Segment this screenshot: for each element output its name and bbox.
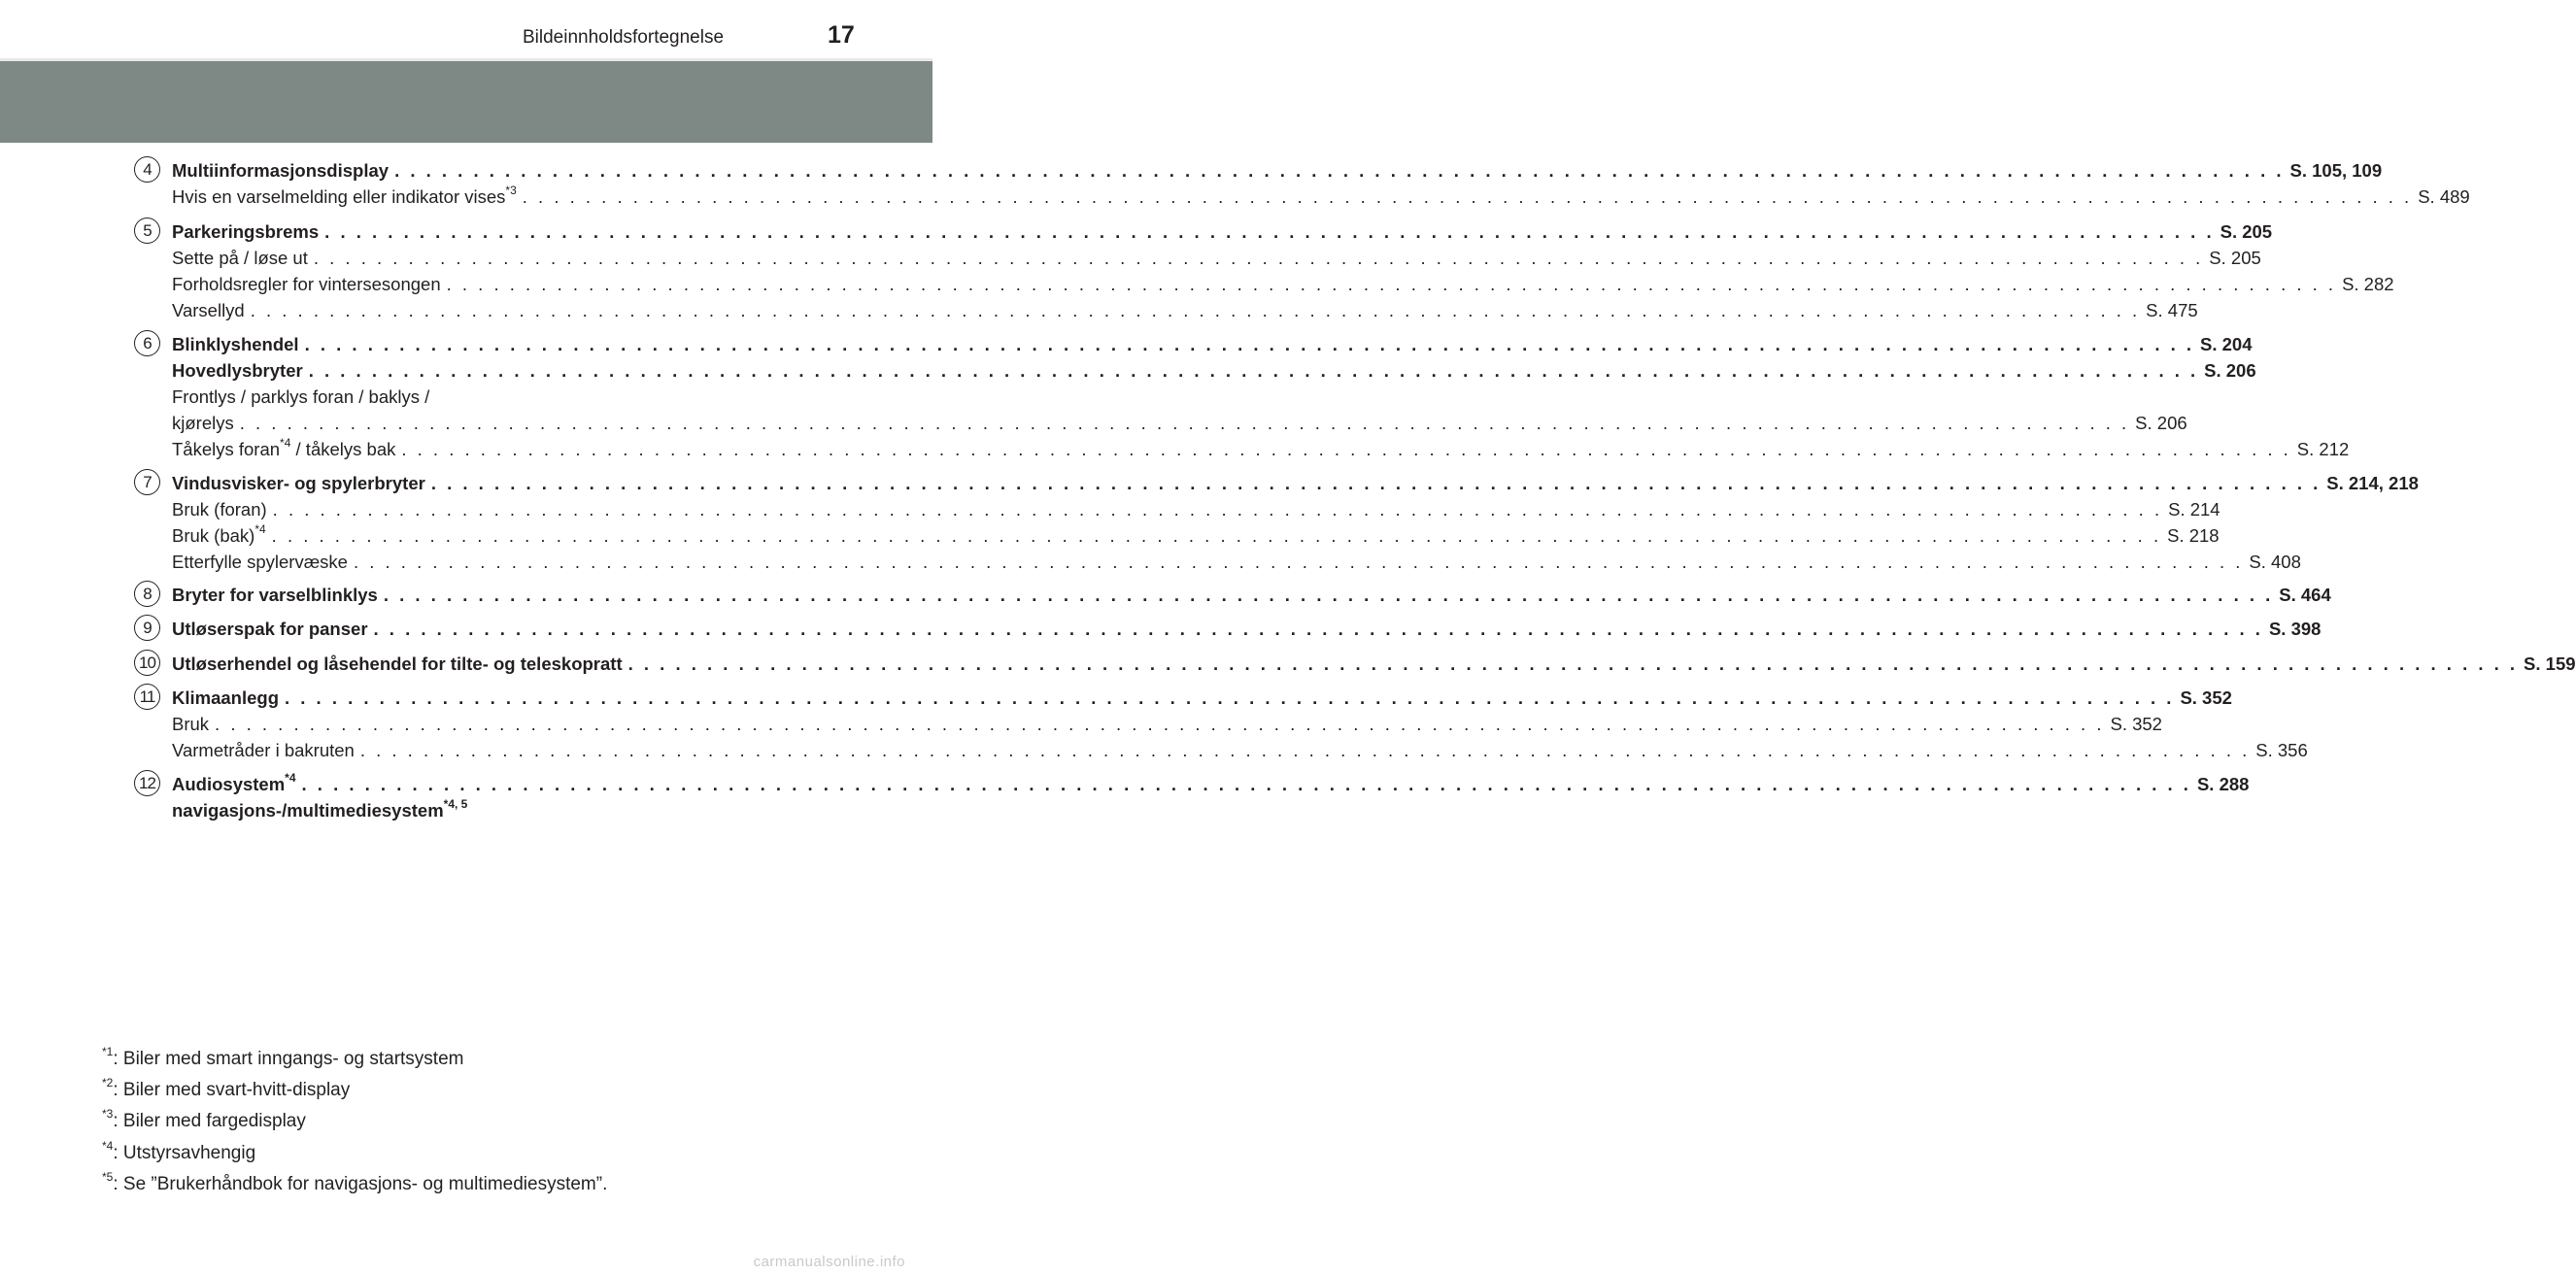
entry-label: Frontlys / parklys foran / baklys / [172,386,430,407]
toc-entry[interactable] [172,471,2419,494]
toc-entry[interactable] [172,712,2162,735]
dot-leader: . . . . . . . . . . . . . . . . . . . . . . . . . . . . . . . . . . . . . . . . . . . . . . . . . . . . . . . . . . . . . . . . . . . . . . . . . . . . . . . . . . . . . . . . . . . . . . . . . . . . . . . . . . . . . . . . . . . . . . . . [446,274,2337,294]
toc-entry[interactable] [172,738,2308,761]
toc-entry[interactable] [172,435,2350,460]
entry-label: Klimaanlegg [172,687,279,708]
page-reference[interactable]: S. 214 [2168,499,2220,520]
toc-entry[interactable] [172,770,2250,795]
toc-entry[interactable] [172,246,2261,269]
page-reference[interactable]: S. 356 [2255,740,2308,760]
footnote-mark: *5 [102,1169,114,1184]
dot-leader: . . . . . . . . . . . . . . . . . . . . . . . . . . . . . . . . . . . . . . . . . . . . . . . . . . . . . . . . . . . . . . . . . . . . . . . . . . . . . . . . . . . . . . . . . . . . . . . . . . . . . . . . . . . . . . . . . . . . . . . . [383,585,2274,605]
page-reference[interactable]: S. 282 [2342,274,2394,294]
entry-label: kjørelys [172,413,234,433]
footnote-text: : Biler med svart-hvitt-display [113,1080,351,1100]
toc-entry[interactable] [172,617,2322,640]
dot-leader: . . . . . . . . . . . . . . . . . . . . . . . . . . . . . . . . . . . . . . . . . . . . . . . . . . . . . . . . . . . . . . . . . . . . . . . . . . . . . . . . . . . . . . . . . . . . . . . . . . . . . . . . . . . . . . . . . . . . . . . . [271,525,2162,546]
footnote-mark: *3 [102,1106,114,1121]
page-reference[interactable]: S. 159 [2524,654,2576,674]
dot-leader: . . . . . . . . . . . . . . . . . . . . . . . . . . . . . . . . . . . . . . . . . . . . . . . . . . . . . . . . . . . . . . . . . . . . . . . . . . . . . . . . . . . . . . . . . . . . . . . . . . . . . . . . . . . . . . . . . . . . . . . . [313,248,2204,268]
footnote-mark: *2 [102,1075,114,1090]
toc-entry[interactable] [172,298,2198,321]
toc-entry[interactable] [172,158,2383,182]
page-reference[interactable]: S. 352 [2110,714,2162,734]
footnote-text: : Biler med fargedisplay [113,1111,306,1131]
entry-label: Audiosystem$^{*4}$ [172,770,296,794]
item-number-badge: 10 [134,650,160,676]
footnote [102,1075,351,1101]
dot-leader: . . . . . . . . . . . . . . . . . . . . . . . . . . . . . . . . . . . . . . . . . . . . . . . . . . . . . . . . . . . . . . . . . . . . . . . . . . . . . . . . . . . . . . . . . . . . . . . . . . . . . . . . . . . . . . . . . . . . . . . . [250,300,2141,320]
dot-leader: . . . . . . . . . . . . . . . . . . . . . . . . . . . . . . . . . . . . . . . . . . . . . . . . . . . . . . . . . . . . . . . . . . . . . . . . . . . . . . . . . . . . . . . . . . . . . . . . . . . . . . . . . . . . . . . . . . . . . . . . [394,160,2285,181]
toc-entry[interactable] [172,798,790,821]
page-reference[interactable]: S. 204 [2200,334,2253,354]
footnote [102,1138,256,1164]
dot-leader: . . . . . . . . . . . . . . . . . . . . . . . . . . . . . . . . . . . . . . . . . . . . . . . . . . . . . . . . . . . . . . . . . . . . . . . . . . . . . . . . . . . . . . . . . . . . . . . . . . . . . . . . . . . . . . . . . . . . . . . . [373,619,2263,639]
item-number-badge: 7 [134,469,160,495]
page-reference[interactable]: S. 475 [2146,300,2198,320]
entry-label: Bruk (foran) [172,499,267,520]
page-reference[interactable]: S. 489 [2418,186,2470,207]
page-reference[interactable]: S. 218 [2167,525,2220,546]
footnote-ref: *3 [505,183,517,197]
toc-entry[interactable] [172,219,2273,243]
footnote [102,1106,306,1132]
page-reference[interactable]: S. 398 [2268,619,2322,639]
entry-label: Parkeringsbrems [172,221,320,242]
entry-label: Forholdsregler for vintersesongen [172,274,441,294]
dot-leader: . . . . . . . . . . . . . . . . . . . . . . . . . . . . . . . . . . . . . . . . . . . . . . . . . . . . . . . . . . . . . . . . . . . . . . . . . . . . . . . . . . . . . . . . . . . . . . . . . . . . . . . . . . . . . . . . . . . . . . . . [353,552,2244,572]
toc-entry[interactable] [172,583,2331,606]
dot-leader: . . . . . . . . . . . . . . . . . . . . . . . . . . . . . . . . . . . . . . . . . . . . . . . . . . . . . . . . . . . . . . . . . . . . . . . . . . . . . . . . . . . . . . . . . . . . . . . . . . . . . . . . . . . . . . . . . . . . . . . . [430,473,2322,493]
dot-leader: . . . . . . . . . . . . . . . . . . . . . . . . . . . . . . . . . . . . . . . . . . . . . . . . . . . . . . . . . . . . . . . . . . . . . . . . . . . . . . . . . . . . . . . . . . . . . . . . . . . . . . . . . . . . . . . . . . . . . . . . [239,413,2130,433]
entry-label: Blinklyshendel [172,334,299,354]
dot-leader: . . . . . . . . . . . . . . . . . . . . . . . . . . . . . . . . . . . . . . . . . . . . . . . . . . . . . . . . . . . . . . . . . . . . . . . . . . . . . . . . . . . . . . . . . . . . . . . . . . . . . . . . . . . . . . . . . . . . . . . . [324,221,2215,242]
page-header [0,0,932,58]
page-reference[interactable]: S. 212 [2296,439,2350,459]
footnote-ref: *4 [280,435,291,450]
toc-entry[interactable] [172,550,2301,573]
page-reference[interactable]: S. 105, 109 [2289,160,2383,181]
page-reference[interactable]: S. 206 [2135,413,2187,433]
dot-leader: . . . . . . . . . . . . . . . . . . . . . . . . . . . . . . . . . . . . . . . . . . . . . . . . . . . . . . . . . . . . . . . . . . . . . . . . . . . . . . . . . . . . . . . . . . . . . . . . . . . . . . . . . . . . . . . . . . . . . . . . [215,714,2105,734]
footnote-mark: *1 [102,1044,114,1058]
item-number-badge: 6 [134,330,160,356]
item-number-badge: 5 [134,218,160,244]
entry-label: Varmetråder i bakruten [172,740,355,760]
dot-leader: . . . . . . . . . . . . . . . . . . . . . . . . . . . . . . . . . . . . . . . . . . . . . . . . . . . . . . . . . . . . . . . . . . . . . . . . . . . . . . . . . . . . . . . . . . . . . . . . . . . . . . . . . . . . . . . . . . . . . . . . [272,499,2163,520]
page-reference[interactable]: S. 205 [2209,248,2261,268]
entry-label: Sette på / løse ut [172,248,308,268]
entry-label: Hvis en varselmelding eller indikator vises$^{*3}$ [172,183,517,207]
entry-label: Etterfylle spylervæske [172,552,348,572]
item-number-badge: 12 [134,770,160,796]
footnote-text: : Se ”Brukerhåndbok for navigasjons- og multimediesystem”. [113,1174,608,1194]
entry-label: Multiinformasjonsdisplay [172,160,390,181]
toc-entry[interactable] [172,521,2220,547]
header-band [0,58,932,143]
section-title: Bildeinnholdsfortegnelse [523,27,725,48]
toc-entry[interactable] [172,385,790,408]
entry-label: Tåkelys foran$^{*4}$ / tåkelys bak [172,435,396,459]
toc-entry[interactable] [172,358,2256,382]
entry-label: navigasjons-/multimediesystem$^{*4, 5}$ [172,796,468,821]
dot-leader: . . . . . . . . . . . . . . . . . . . . . . . . . . . . . . . . . . . . . . . . . . . . . . . . . . . . . . . . . . . . . . . . . . . . . . . . . . . . . . . . . . . . . . . . . . . . . . . . . . . . . . . . . . . . . . . . . . . . . . . . [285,687,2175,708]
dot-leader: . . . . . . . . . . . . . . . . . . . . . . . . . . . . . . . . . . . . . . . . . . . . . . . . . . . . . . . . . . . . . . . . . . . . . . . . . . . . . . . . . . . . . . . . . . . . . . . . . . . . . . . . . . . . . . . . . . . . . . . . [359,740,2251,760]
page-reference[interactable]: S. 214, 218 [2326,473,2419,493]
footnote-text: : Utstyrsavhengig [113,1143,256,1163]
dot-leader: . . . . . . . . . . . . . . . . . . . . . . . . . . . . . . . . . . . . . . . . . . . . . . . . . . . . . . . . . . . . . . . . . . . . . . . . . . . . . . . . . . . . . . . . . . . . . . . . . . . . . . . . . . . . . . . . . . . . . . . . [522,186,2413,207]
footnote [102,1044,464,1070]
toc-entry[interactable] [172,497,2220,520]
dot-leader: . . . . . . . . . . . . . . . . . . . . . . . . . . . . . . . . . . . . . . . . . . . . . . . . . . . . . . . . . . . . . . . . . . . . . . . . . . . . . . . . . . . . . . . . . . . . . . . . . . . . . . . . . . . . . . . . . . . . . . . . [301,774,2191,794]
dot-leader: . . . . . . . . . . . . . . . . . . . . . . . . . . . . . . . . . . . . . . . . . . . . . . . . . . . . . . . . . . . . . . . . . . . . . . . . . . . . . . . . . . . . . . . . . . . . . . . . . . . . . . . . . . . . . . . . . . . . . . . . [308,360,2199,381]
page-number: 17 [828,21,855,49]
footnote-ref: *4, 5 [443,796,468,811]
item-number-badge: 11 [134,684,160,710]
page-reference[interactable]: S. 206 [2204,360,2256,381]
dot-leader: . . . . . . . . . . . . . . . . . . . . . . . . . . . . . . . . . . . . . . . . . . . . . . . . . . . . . . . . . . . . . . . . . . . . . . . . . . . . . . . . . . . . . . . . . . . . . . . . . . . . . . . . . . . . . . . . . . . . . . . . [401,439,2291,459]
toc-entry[interactable] [172,686,2232,709]
toc-entry[interactable] [172,652,2576,675]
footnote-mark: *4 [102,1138,114,1153]
toc-entry[interactable] [172,332,2253,355]
page-reference[interactable]: S. 352 [2180,687,2232,708]
entry-label: Bruk [172,714,210,734]
toc-entry[interactable] [172,411,2187,434]
dot-leader: . . . . . . . . . . . . . . . . . . . . . . . . . . . . . . . . . . . . . . . . . . . . . . . . . . . . . . . . . . . . . . . . . . . . . . . . . . . . . . . . . . . . . . . . . . . . . . . . . . . . . . . . . . . . . . . . . . . . . . . . [304,334,2195,354]
item-number-badge: 9 [134,615,160,641]
footnote-text: : Biler med smart inngangs- og startsystem [113,1049,464,1069]
item-number-badge: 8 [134,581,160,607]
page-reference[interactable]: S. 464 [2279,585,2331,605]
page-reference[interactable]: S. 205 [2220,221,2273,242]
page-reference[interactable]: S. 408 [2249,552,2301,572]
footnote-ref: *4 [254,521,266,536]
page-reference[interactable]: S. 288 [2196,774,2250,794]
item-number-badge: 4 [134,156,160,183]
toc-entry[interactable] [172,272,2394,295]
footnote-ref: *4 [285,770,296,785]
entry-label: Varsellyd [172,300,245,320]
entry-label: Vindusvisker- og spylerbryter [172,473,425,493]
toc-entry[interactable] [172,183,2470,208]
entry-label: Bryter for varselblinklys [172,585,378,605]
entry-label: Hovedlysbryter [172,360,303,381]
watermark: carmanualsonline.info [753,1254,905,1270]
entry-label: Utløserspak for panser [172,619,368,639]
entry-label: Bruk (bak)$^{*4}$ [172,521,266,546]
dot-leader: . . . . . . . . . . . . . . . . . . . . . . . . . . . . . . . . . . . . . . . . . . . . . . . . . . . . . . . . . . . . . . . . . . . . . . . . . . . . . . . . . . . . . . . . . . . . . . . . . . . . . . . . . . . . . . . . . . . . . . . . [627,654,2519,674]
entry-label: Utløserhendel og låsehendel for tilte- og teleskopratt [172,654,623,674]
footnote [102,1169,608,1195]
